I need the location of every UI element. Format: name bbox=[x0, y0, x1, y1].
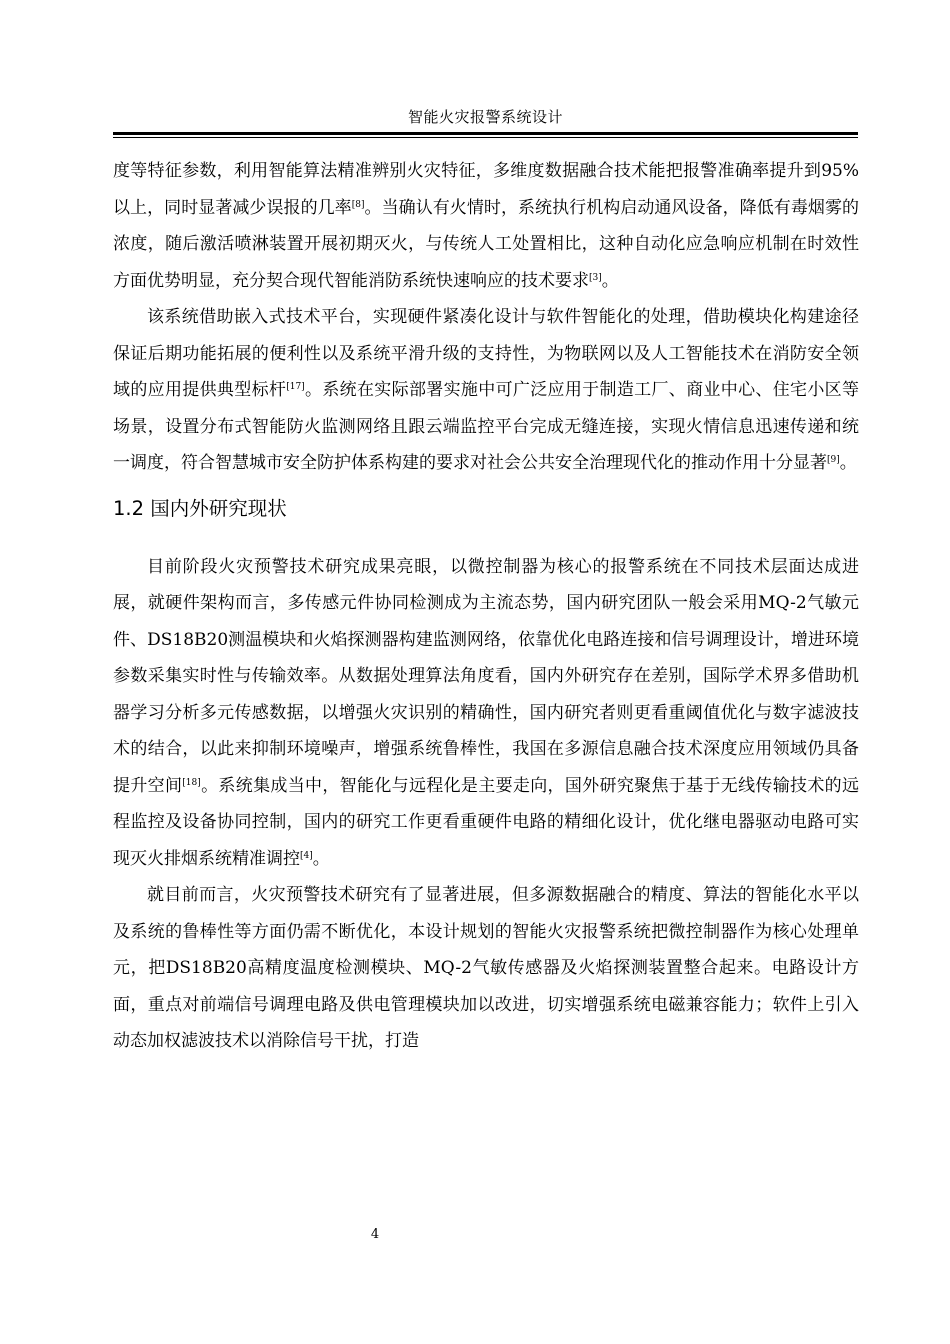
paragraph bbox=[113, 299, 859, 482]
citation-ref: [9] bbox=[827, 455, 840, 465]
text-run: 。系统集成当中，智能化与远程化是主要走向，国外研究聚焦于基于无线传输技术的远程监控及设备协同控制，国内的研究工作更看重硬件电路的精细化设计，优化继电器驱动电路可实现灭火排烟系统精准调控 bbox=[113, 775, 860, 869]
header-rule-thin bbox=[113, 137, 858, 138]
citation-ref: [3] bbox=[589, 272, 602, 283]
text-run: 。 bbox=[839, 453, 857, 473]
paragraph bbox=[113, 549, 859, 878]
text-run: 该系统借助嵌入式技术平台，实现硬件紧凑化设计与软件智能化的处理，借助模块化构建途径保证后期功能拓展的便利性以及系统平滑升级的支持性，为物联网以及人工智能技术在消防安全领域的应用提供典型标杆 bbox=[113, 307, 859, 400]
text-run: 。系统在实际部署实施中可广泛应用于制造工厂、商业中心、住宅小区等场景，设置分布式智能防火监测网络且跟云端监控平台完成无缝连接，实现火情信息迅速传递和统一调度，符合智慧城市安全防护体系构建的要求对社会公共安全治理现代化的推动作用十分显著 bbox=[113, 380, 859, 473]
text-run: 目前阶段火灾预警技术研究成果亮眼，以微控制器为核心的报警系统在不同技术层面达成进展，就硬件架构而言，多传感元件协同检测成为主流态势，国内研究团队一般会采用MQ-2气敏元件、DS18B20测温模块和火焰探测器构建监测网络，依靠优化电路连接和信号调理设计，增进环境参数采集实时性与传输效率。从数据处理算法角度看，国内外研究存在差别，国际学术界多借助机器学习分析多元传感数据，以增强火灾识别的精确性，国内研究者则更看重阈值优化与数字滤波技术的结合，以此来抑制环境噪声，增强系统鲁棒性，我国在多源信息融合技术深度应用领域仍具备提升空间 bbox=[113, 556, 859, 796]
citation-ref: [8] bbox=[351, 199, 365, 210]
body-text bbox=[113, 153, 859, 1060]
text-run: 。 bbox=[312, 848, 330, 869]
section-heading: 1.2 国内外研究现状 bbox=[113, 496, 287, 520]
page-number: 4 bbox=[370, 1227, 380, 1242]
text-run: 。 bbox=[601, 270, 619, 291]
paragraph bbox=[113, 153, 859, 299]
text-run: 就目前而言，火灾预警技术研究有了显著进展，但多源数据融合的精度、算法的智能化水平以及系统的鲁棒性等方面仍需不断优化，本设计规划的智能火灾报警系统把微控制器作为核心处理单元，把DS18B20高精度温度检测模块、MQ-2气敏传感器及火焰探测装置整合起来。电路设计方面，重点对前端信号调理电路及供电管理模块加以改进，切实增强系统电磁兼容能力；软件上引入动态加权滤波技术以消除信号干扰，打造 bbox=[113, 885, 859, 1051]
text-run: 。当确认有火情时，系统执行机构启动通风设备，降低有毒烟雾的浓度，随后激活喷淋装置开展初期灭火，与传统人工处置相比，这种自动化应急响应机制在时效性方面优势明显，充分契合现代智能消防系统快速响应的技术要求 bbox=[113, 197, 860, 291]
running-header: 智能火灾报警系统设计 bbox=[407, 108, 563, 126]
citation-ref: [4] bbox=[300, 850, 313, 861]
header-rule-thick bbox=[113, 132, 858, 135]
paragraph bbox=[113, 877, 859, 1060]
citation-ref: [17] bbox=[286, 382, 305, 392]
text-run: 度等特征参数，利用智能算法精准辨别火灾特征，多维度数据融合技术能把报警准确率提升到95%以上，同时显著减少误报的几率 bbox=[113, 161, 859, 218]
citation-ref: [18] bbox=[182, 777, 201, 788]
